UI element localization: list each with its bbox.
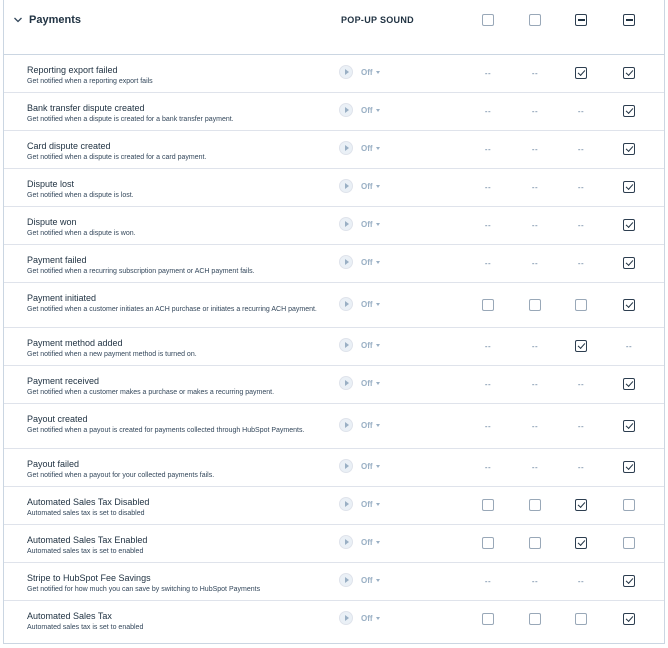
notification-title: Automated Sales Tax xyxy=(27,611,112,621)
caret-down-icon xyxy=(376,579,380,582)
notify-channel-3 xyxy=(574,377,588,391)
sound-dropdown-label: Off xyxy=(361,462,373,471)
notification-description: Get notified when a dispute is won. xyxy=(27,230,136,237)
chevron-down-icon[interactable] xyxy=(13,15,23,25)
unchecked-checkbox[interactable] xyxy=(482,499,494,511)
notify-channel-2 xyxy=(528,377,542,391)
unchecked-checkbox[interactable] xyxy=(529,613,541,625)
notify-channel-2[interactable] xyxy=(528,498,542,512)
notification-row xyxy=(4,328,664,366)
sound-dropdown[interactable] xyxy=(361,341,380,350)
notify-channel-1 xyxy=(481,339,495,353)
unchecked-checkbox[interactable] xyxy=(575,299,587,311)
notify-channel-4[interactable] xyxy=(622,574,636,588)
sound-dropdown-label: Off xyxy=(361,68,373,77)
notify-channel-2 xyxy=(528,142,542,156)
caret-down-icon xyxy=(376,185,380,188)
not-available-dash: -- xyxy=(577,220,585,230)
not-available-dash: -- xyxy=(531,220,539,230)
not-available-dash: -- xyxy=(484,421,492,431)
notify-channel-3 xyxy=(574,180,588,194)
caret-down-icon xyxy=(376,223,380,226)
notify-channel-1[interactable] xyxy=(481,612,495,626)
sound-dropdown-label: Off xyxy=(361,421,373,430)
indeterminate-checkbox[interactable] xyxy=(575,14,587,26)
checked-checkbox[interactable] xyxy=(623,575,635,587)
notification-row xyxy=(4,93,664,131)
unchecked-checkbox[interactable] xyxy=(529,537,541,549)
notification-description: Get notified when a customer makes a purchase or makes a recurring payment. xyxy=(27,389,275,396)
popup-sound-column-header: POP-UP SOUND xyxy=(341,15,414,25)
sound-dropdown[interactable] xyxy=(361,462,380,471)
unchecked-checkbox[interactable] xyxy=(529,14,541,26)
notify-channel-3[interactable] xyxy=(574,339,588,353)
notification-description: Get notified when a dispute is lost. xyxy=(27,192,134,199)
notification-row xyxy=(4,366,664,404)
notify-channel-4[interactable] xyxy=(622,142,636,156)
notify-channel-2[interactable] xyxy=(528,298,542,312)
notification-row xyxy=(4,207,664,245)
unchecked-checkbox[interactable] xyxy=(482,613,494,625)
notify-channel-3[interactable] xyxy=(574,612,588,626)
not-available-dash: -- xyxy=(625,341,633,351)
not-available-dash: -- xyxy=(484,144,492,154)
not-available-dash: -- xyxy=(531,144,539,154)
not-available-dash: -- xyxy=(531,341,539,351)
sound-dropdown-label: Off xyxy=(361,182,373,191)
notification-description: Automated sales tax is set to disabled xyxy=(27,510,145,517)
caret-down-icon xyxy=(376,303,380,306)
checked-checkbox[interactable] xyxy=(623,378,635,390)
notify-channel-4[interactable] xyxy=(622,256,636,270)
not-available-dash: -- xyxy=(484,106,492,116)
notify-channel-2 xyxy=(528,104,542,118)
not-available-dash: -- xyxy=(484,341,492,351)
notification-row xyxy=(4,55,664,93)
not-available-dash: -- xyxy=(531,258,539,268)
indeterminate-checkbox[interactable] xyxy=(623,14,635,26)
sound-dropdown-label: Off xyxy=(361,258,373,267)
not-available-dash: -- xyxy=(577,379,585,389)
select-all-channel-3[interactable] xyxy=(574,13,588,27)
unchecked-checkbox[interactable] xyxy=(482,299,494,311)
notify-channel-4[interactable] xyxy=(622,104,636,118)
notification-description: Get notified when a recurring subscription payment or ACH payment fails. xyxy=(27,268,255,275)
checked-checkbox[interactable] xyxy=(623,257,635,269)
notification-row xyxy=(4,404,664,449)
notify-channel-1[interactable] xyxy=(481,536,495,550)
notification-description: Automated sales tax is set to enabled xyxy=(27,548,144,555)
notification-description: Get notified when a reporting export fails xyxy=(27,78,153,85)
not-available-dash: -- xyxy=(484,220,492,230)
caret-down-icon xyxy=(376,424,380,427)
notify-channel-2 xyxy=(528,180,542,194)
sound-dropdown-label: Off xyxy=(361,576,373,585)
play-sound-icon[interactable] xyxy=(339,255,353,269)
notify-channel-1 xyxy=(481,256,495,270)
notification-title: Card dispute created xyxy=(27,141,111,151)
sound-dropdown[interactable] xyxy=(361,106,380,115)
caret-down-icon xyxy=(376,344,380,347)
sound-dropdown[interactable] xyxy=(361,500,380,509)
notify-channel-1 xyxy=(481,574,495,588)
play-sound-icon[interactable] xyxy=(339,297,353,311)
notification-row xyxy=(4,131,664,169)
unchecked-checkbox[interactable] xyxy=(623,499,635,511)
not-available-dash: -- xyxy=(531,379,539,389)
notify-channel-2 xyxy=(528,460,542,474)
notification-description: Get notified when a dispute is created for a card payment. xyxy=(27,154,207,161)
notify-channel-2 xyxy=(528,574,542,588)
play-sound-icon[interactable] xyxy=(339,65,353,79)
sound-dropdown[interactable] xyxy=(361,68,380,77)
sound-dropdown-label: Off xyxy=(361,614,373,623)
play-sound-icon[interactable] xyxy=(339,535,353,549)
caret-down-icon xyxy=(376,109,380,112)
notification-title: Dispute lost xyxy=(27,179,75,189)
notify-channel-1 xyxy=(481,104,495,118)
caret-down-icon xyxy=(376,147,380,150)
caret-down-icon xyxy=(376,261,380,264)
sound-dropdown-label: Off xyxy=(361,106,373,115)
notification-row xyxy=(4,283,664,328)
notify-channel-4[interactable] xyxy=(622,218,636,232)
notify-channel-4[interactable] xyxy=(622,498,636,512)
play-sound-icon[interactable] xyxy=(339,338,353,352)
checked-checkbox[interactable] xyxy=(623,461,635,473)
notify-channel-4 xyxy=(622,339,636,353)
checked-checkbox[interactable] xyxy=(623,420,635,432)
caret-down-icon xyxy=(376,382,380,385)
sound-dropdown[interactable] xyxy=(361,538,380,547)
notify-channel-3 xyxy=(574,256,588,270)
notification-description: Get notified when a dispute is created for a bank transfer payment. xyxy=(27,116,234,123)
notify-channel-1 xyxy=(481,460,495,474)
sound-dropdown[interactable] xyxy=(361,379,380,388)
checked-checkbox[interactable] xyxy=(575,499,587,511)
notification-title: Payment initiated xyxy=(27,293,97,303)
notification-description: Get notified when a payout is created for payments collected through HubSpot Payments. xyxy=(27,427,305,434)
notify-channel-2[interactable] xyxy=(528,612,542,626)
notify-channel-2 xyxy=(528,419,542,433)
checked-checkbox[interactable] xyxy=(575,67,587,79)
notify-channel-3[interactable] xyxy=(574,298,588,312)
play-sound-icon[interactable] xyxy=(339,141,353,155)
sound-dropdown-label: Off xyxy=(361,144,373,153)
not-available-dash: -- xyxy=(577,258,585,268)
checked-checkbox[interactable] xyxy=(623,181,635,193)
not-available-dash: -- xyxy=(531,421,539,431)
play-sound-icon[interactable] xyxy=(339,459,353,473)
notification-row xyxy=(4,487,664,525)
not-available-dash: -- xyxy=(484,258,492,268)
notify-channel-4[interactable] xyxy=(622,419,636,433)
notification-title: Payout created xyxy=(27,414,88,424)
not-available-dash: -- xyxy=(531,576,539,586)
sound-dropdown[interactable] xyxy=(361,220,380,229)
unchecked-checkbox[interactable] xyxy=(482,14,494,26)
notification-title: Dispute won xyxy=(27,217,77,227)
not-available-dash: -- xyxy=(484,462,492,472)
sound-dropdown[interactable] xyxy=(361,300,380,309)
play-sound-icon[interactable] xyxy=(339,418,353,432)
notify-channel-3 xyxy=(574,574,588,588)
sound-dropdown[interactable] xyxy=(361,421,380,430)
notify-channel-3 xyxy=(574,104,588,118)
notification-title: Payout failed xyxy=(27,459,80,469)
sound-dropdown-label: Off xyxy=(361,341,373,350)
notify-channel-3[interactable] xyxy=(574,536,588,550)
notification-row xyxy=(4,601,664,639)
checked-checkbox[interactable] xyxy=(623,613,635,625)
not-available-dash: -- xyxy=(531,68,539,78)
not-available-dash: -- xyxy=(577,106,585,116)
notification-description: Get notified when a customer initiates an ACH purchase or initiates a recurring ACH payment. xyxy=(27,306,317,313)
unchecked-checkbox[interactable] xyxy=(529,299,541,311)
notify-channel-1 xyxy=(481,419,495,433)
notify-channel-3 xyxy=(574,218,588,232)
checked-checkbox[interactable] xyxy=(575,537,587,549)
checked-checkbox[interactable] xyxy=(623,105,635,117)
notify-channel-4[interactable] xyxy=(622,180,636,194)
notify-channel-4[interactable] xyxy=(622,66,636,80)
notification-description: Get notified for how much you can save by switching to HubSpot Payments xyxy=(27,586,261,593)
not-available-dash: -- xyxy=(484,576,492,586)
sound-dropdown[interactable] xyxy=(361,614,380,623)
notification-row xyxy=(4,449,664,487)
play-sound-icon[interactable] xyxy=(339,217,353,231)
notification-title: Payment method added xyxy=(27,338,123,348)
sound-dropdown[interactable] xyxy=(361,182,380,191)
sound-dropdown[interactable] xyxy=(361,258,380,267)
notification-title: Payment failed xyxy=(27,255,87,265)
select-all-channel-2[interactable] xyxy=(528,13,542,27)
checked-checkbox[interactable] xyxy=(623,67,635,79)
notification-description: Get notified when a payout for your collected payments fails. xyxy=(27,472,215,479)
notify-channel-1 xyxy=(481,142,495,156)
play-sound-icon[interactable] xyxy=(339,611,353,625)
notification-row xyxy=(4,169,664,207)
caret-down-icon xyxy=(376,465,380,468)
select-all-channel-1[interactable] xyxy=(481,13,495,27)
notify-channel-4[interactable] xyxy=(622,377,636,391)
caret-down-icon xyxy=(376,541,380,544)
notify-channel-2 xyxy=(528,256,542,270)
not-available-dash: -- xyxy=(577,144,585,154)
caret-down-icon xyxy=(376,617,380,620)
sound-dropdown-label: Off xyxy=(361,500,373,509)
sound-dropdown-label: Off xyxy=(361,300,373,309)
play-sound-icon[interactable] xyxy=(339,497,353,511)
notification-row xyxy=(4,563,664,601)
notify-channel-1[interactable] xyxy=(481,298,495,312)
notify-channel-4[interactable] xyxy=(622,536,636,550)
notification-title: Reporting export failed xyxy=(27,65,118,75)
unchecked-checkbox[interactable] xyxy=(575,613,587,625)
notify-channel-4[interactable] xyxy=(622,460,636,474)
notification-title: Bank transfer dispute created xyxy=(27,103,145,113)
notify-channel-3 xyxy=(574,142,588,156)
not-available-dash: -- xyxy=(577,421,585,431)
play-sound-icon[interactable] xyxy=(339,376,353,390)
caret-down-icon xyxy=(376,503,380,506)
not-available-dash: -- xyxy=(577,462,585,472)
sound-dropdown[interactable] xyxy=(361,576,380,585)
notify-channel-1 xyxy=(481,377,495,391)
notification-description: Automated sales tax is set to enabled xyxy=(27,624,144,631)
notification-title: Payment received xyxy=(27,376,100,386)
not-available-dash: -- xyxy=(577,576,585,586)
play-sound-icon[interactable] xyxy=(339,179,353,193)
checked-checkbox[interactable] xyxy=(575,340,587,352)
notify-channel-3 xyxy=(574,460,588,474)
notify-channel-1 xyxy=(481,66,495,80)
play-sound-icon[interactable] xyxy=(339,103,353,117)
notification-description: Get notified when a new payment method is turned on. xyxy=(27,351,197,358)
payments-notification-panel xyxy=(3,0,665,644)
notify-channel-3 xyxy=(574,419,588,433)
sound-dropdown-label: Off xyxy=(361,220,373,229)
play-sound-icon[interactable] xyxy=(339,573,353,587)
not-available-dash: -- xyxy=(531,106,539,116)
not-available-dash: -- xyxy=(531,182,539,192)
notify-channel-2 xyxy=(528,218,542,232)
notify-channel-4[interactable] xyxy=(622,612,636,626)
unchecked-checkbox[interactable] xyxy=(623,537,635,549)
notification-row xyxy=(4,245,664,283)
notify-channel-2 xyxy=(528,339,542,353)
checked-checkbox[interactable] xyxy=(623,219,635,231)
notify-channel-2 xyxy=(528,66,542,80)
notification-title: Automated Sales Tax Enabled xyxy=(27,535,148,545)
section-header xyxy=(4,0,664,55)
unchecked-checkbox[interactable] xyxy=(482,537,494,549)
notify-channel-1 xyxy=(481,180,495,194)
notification-row xyxy=(4,525,664,563)
unchecked-checkbox[interactable] xyxy=(529,499,541,511)
notify-channel-3[interactable] xyxy=(574,498,588,512)
not-available-dash: -- xyxy=(484,182,492,192)
notify-channel-3[interactable] xyxy=(574,66,588,80)
not-available-dash: -- xyxy=(484,379,492,389)
not-available-dash: -- xyxy=(531,462,539,472)
select-all-channel-4[interactable] xyxy=(622,13,636,27)
notification-rows xyxy=(4,55,664,639)
notify-channel-4[interactable] xyxy=(622,298,636,312)
section-title[interactable]: Payments xyxy=(29,14,81,26)
caret-down-icon xyxy=(376,71,380,74)
not-available-dash: -- xyxy=(577,182,585,192)
notify-channel-1[interactable] xyxy=(481,498,495,512)
sound-dropdown-label: Off xyxy=(361,538,373,547)
not-available-dash: -- xyxy=(484,68,492,78)
notify-channel-2[interactable] xyxy=(528,536,542,550)
sound-dropdown-label: Off xyxy=(361,379,373,388)
notification-title: Automated Sales Tax Disabled xyxy=(27,497,150,507)
checked-checkbox[interactable] xyxy=(623,299,635,311)
checked-checkbox[interactable] xyxy=(623,143,635,155)
notify-channel-1 xyxy=(481,218,495,232)
sound-dropdown[interactable] xyxy=(361,144,380,153)
notification-title: Stripe to HubSpot Fee Savings xyxy=(27,573,151,583)
